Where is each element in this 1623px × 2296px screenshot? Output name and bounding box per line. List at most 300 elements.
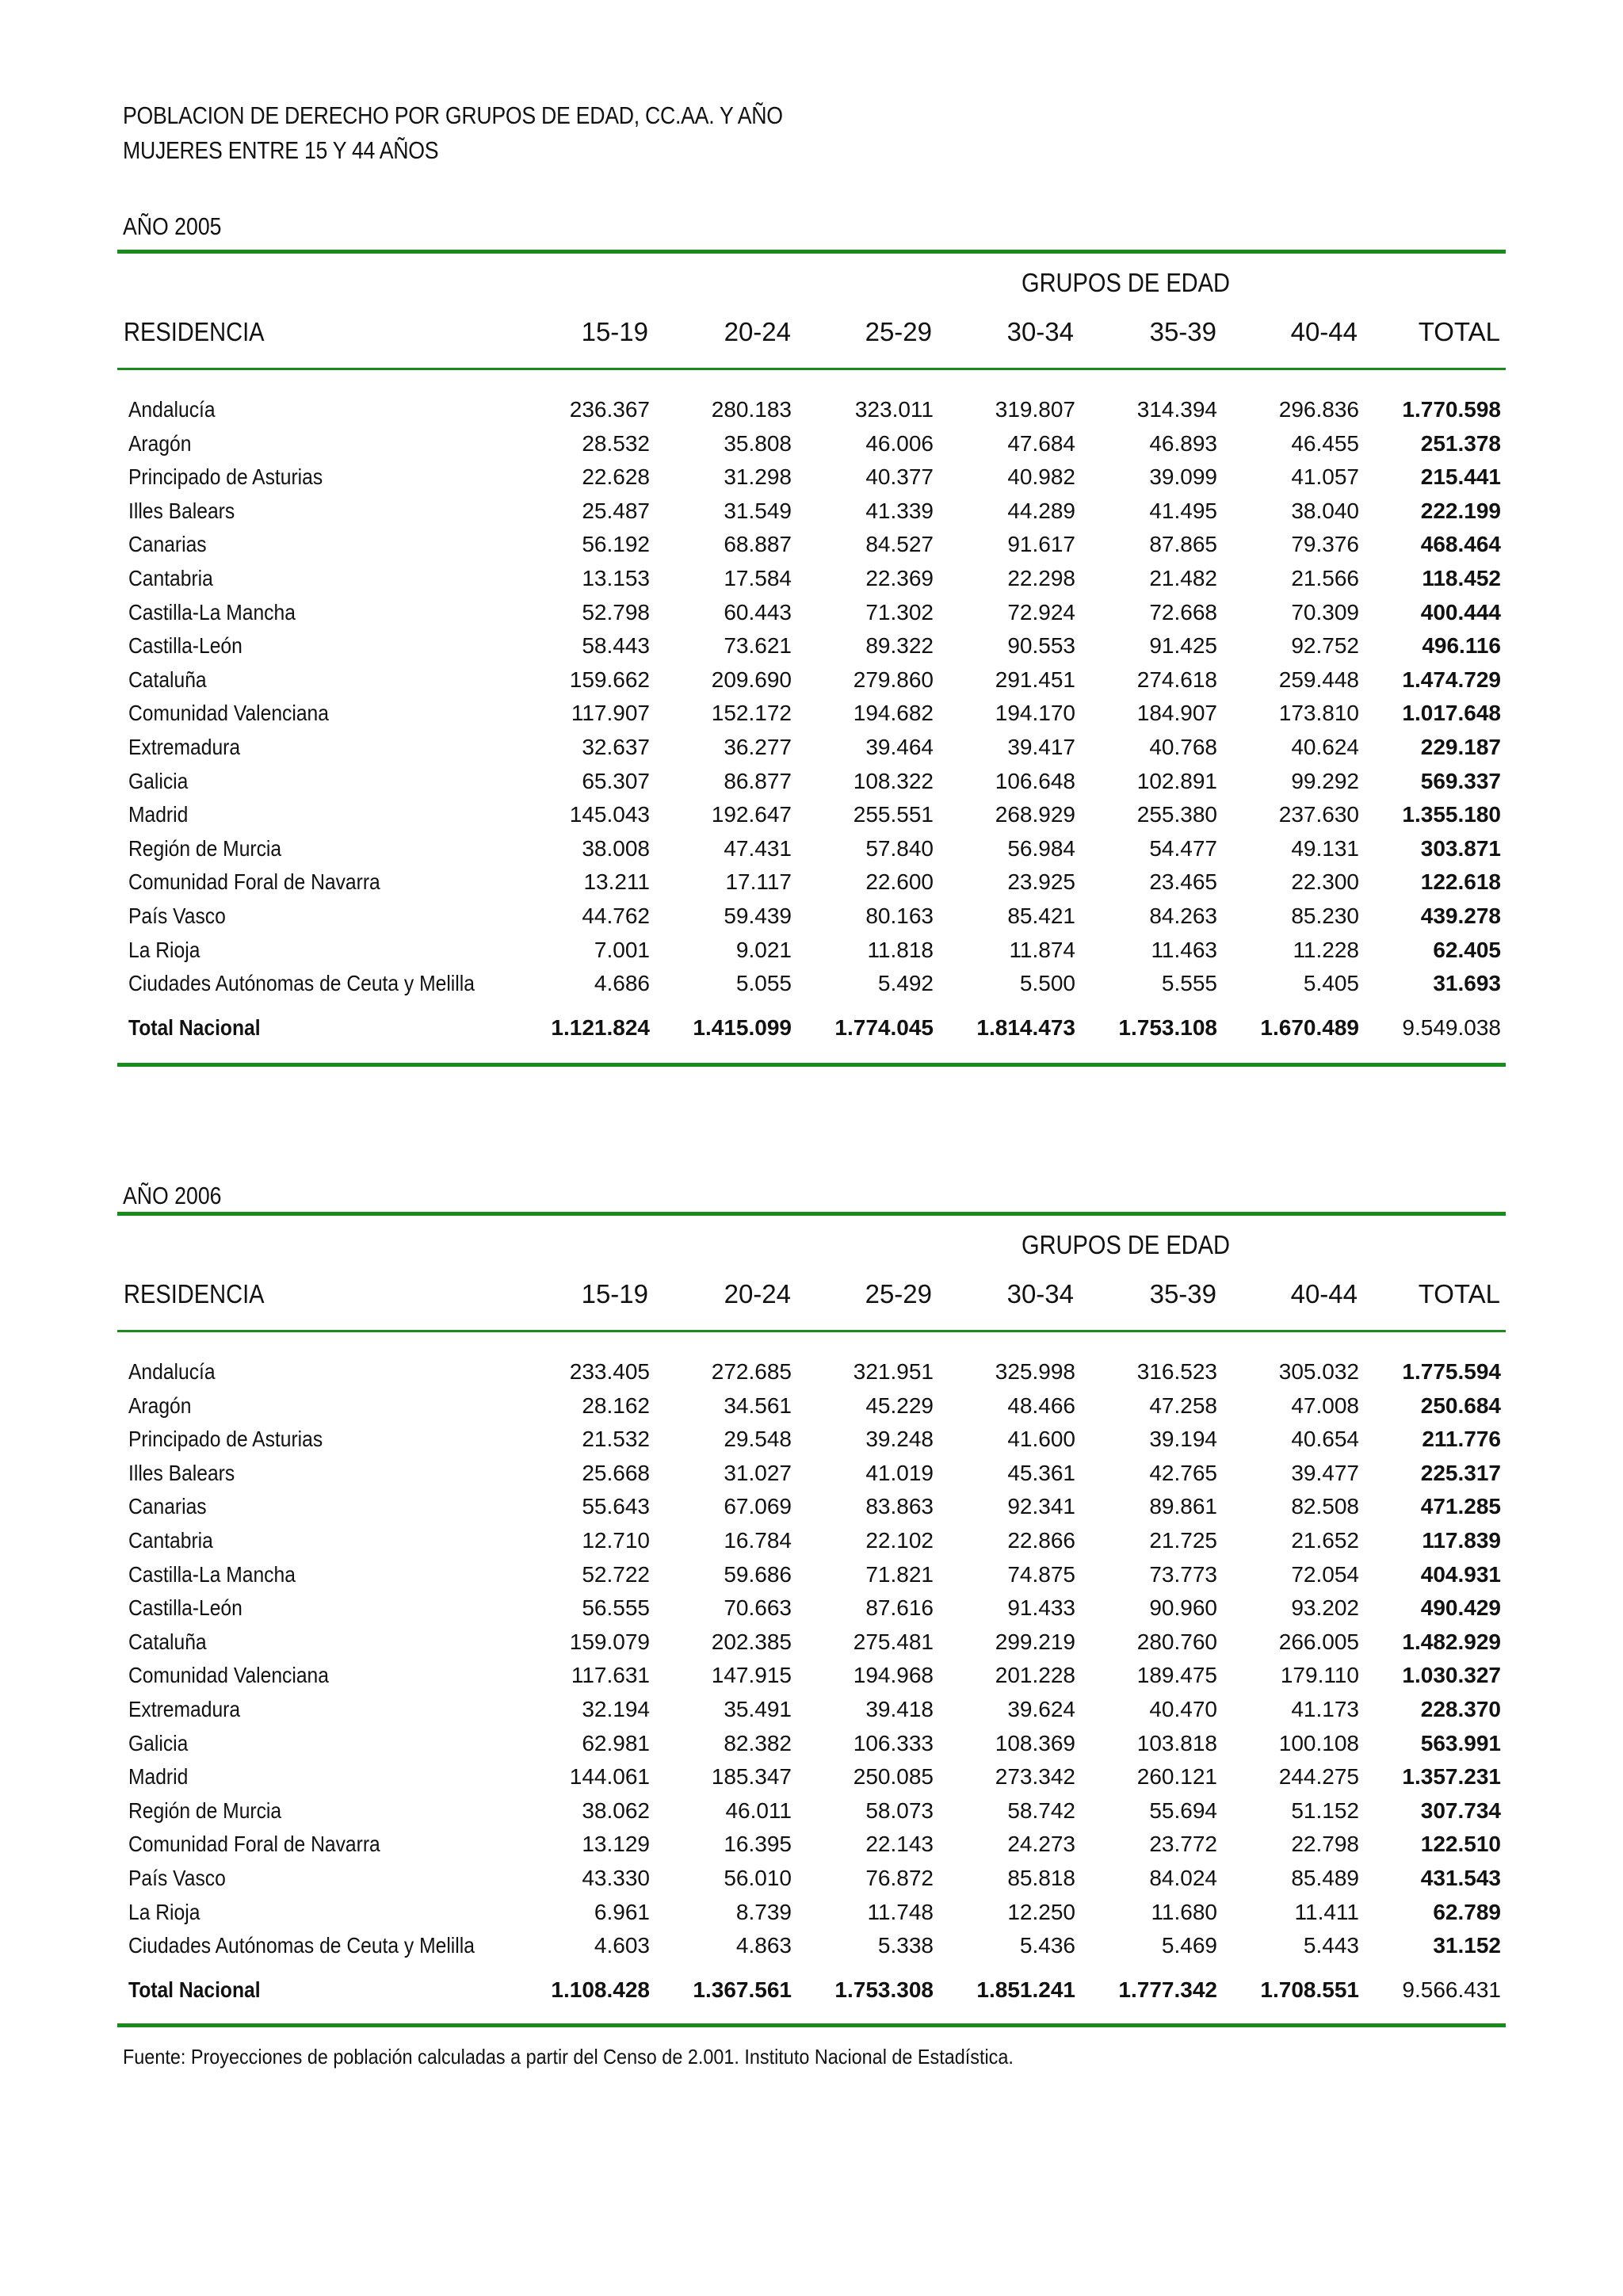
value-cell: 5.469 [1161, 1933, 1217, 1958]
region-name: Aragón [128, 430, 192, 456]
total-row-2005 [117, 1015, 1506, 1050]
total-cell: 1.851.241 [976, 1977, 1075, 2002]
value-cell: 255.380 [1136, 802, 1217, 827]
value-cell: 46.893 [1149, 430, 1217, 456]
table-row [117, 664, 1506, 698]
value-cell: 260.121 [1136, 1764, 1217, 1790]
value-cell: 9.021 [735, 937, 792, 962]
table-row [117, 732, 1506, 766]
value-cell: 6.961 [594, 1899, 650, 1924]
col-header-total: TOTAL [1418, 317, 1500, 346]
value-cell: 84.527 [865, 532, 934, 557]
value-cell: 21.725 [1149, 1527, 1217, 1553]
residence-header: RESIDENCIA [124, 317, 265, 346]
value-cell: 70.309 [1291, 599, 1359, 625]
value-cell: 39.624 [1007, 1696, 1075, 1721]
value-cell: 41.600 [1007, 1427, 1075, 1452]
region-name: Illes Balears [128, 498, 235, 523]
table-row [117, 461, 1506, 495]
value-cell: 44.289 [1007, 498, 1075, 523]
region-name: Cantabria [128, 565, 213, 590]
value-cell: 117.907 [571, 701, 650, 726]
value-cell: 45.361 [1007, 1460, 1075, 1485]
region-name: La Rioja [128, 1899, 200, 1924]
value-cell: 106.648 [995, 768, 1075, 793]
value-cell: 38.040 [1291, 498, 1359, 523]
value-cell: 48.466 [1007, 1392, 1075, 1418]
value-cell: 65.307 [582, 768, 650, 793]
value-cell: 103.818 [1136, 1730, 1217, 1755]
value-cell: 39.418 [865, 1696, 934, 1721]
value-cell: 85.421 [1007, 903, 1075, 928]
value-cell: 46.011 [725, 1797, 792, 1823]
value-cell: 100.108 [1278, 1730, 1359, 1755]
value-cell: 52.722 [582, 1561, 650, 1587]
value-cell: 28.162 [582, 1392, 650, 1418]
value-cell: 89.322 [865, 633, 934, 659]
table-row [117, 394, 1506, 428]
value-cell: 323.011 [854, 397, 934, 422]
value-cell: 80.163 [865, 903, 934, 928]
value-cell: 22.102 [865, 1527, 934, 1553]
region-name: Aragón [128, 1392, 192, 1418]
value-cell: 40.377 [865, 464, 934, 490]
value-cell: 4.603 [594, 1933, 650, 1958]
row-total-cell: 117.839 [1422, 1527, 1501, 1553]
region-name: Canarias [128, 1494, 207, 1519]
row-total-cell: 400.444 [1420, 599, 1501, 625]
region-name: Andalucía [128, 397, 216, 422]
value-cell: 314.394 [1136, 397, 1217, 422]
value-cell: 56.192 [582, 532, 650, 557]
value-cell: 68.887 [724, 532, 792, 557]
row-total-cell: 122.510 [1420, 1832, 1501, 1857]
value-cell: 59.439 [724, 903, 792, 928]
value-cell: 22.143 [865, 1832, 934, 1857]
value-cell: 90.960 [1149, 1595, 1217, 1621]
source-note: Fuente: Proyecciones de población calculadas a partir del Censo de 2.001. Instituto Nacional de Estadística. [123, 2045, 1014, 2069]
value-cell: 51.152 [1291, 1797, 1359, 1823]
value-cell: 56.984 [1007, 835, 1075, 861]
total-label: Total Nacional [128, 1015, 261, 1040]
value-cell: 85.818 [1007, 1865, 1075, 1890]
value-cell: 93.202 [1291, 1595, 1359, 1621]
region-name: Principado de Asturias [128, 464, 323, 490]
value-cell: 22.369 [865, 565, 934, 590]
value-cell: 159.079 [569, 1629, 650, 1654]
value-cell: 29.548 [724, 1427, 792, 1452]
table-row [117, 597, 1506, 631]
table-row [117, 563, 1506, 597]
value-cell: 87.865 [1149, 532, 1217, 557]
table-row [117, 1626, 1506, 1660]
value-cell: 11.874 [1009, 937, 1075, 962]
grand-total-cell: 9.566.431 [1402, 1977, 1501, 2002]
value-cell: 5.555 [1161, 971, 1217, 996]
value-cell: 90.553 [1007, 633, 1075, 659]
value-cell: 21.652 [1291, 1527, 1359, 1553]
value-cell: 25.487 [582, 498, 650, 523]
value-cell: 194.968 [853, 1663, 934, 1688]
value-cell: 39.417 [1007, 734, 1075, 759]
value-cell: 39.248 [865, 1427, 934, 1452]
value-cell: 189.475 [1136, 1663, 1217, 1688]
value-cell: 23.772 [1149, 1832, 1217, 1857]
value-cell: 40.768 [1149, 734, 1217, 759]
value-cell: 13.211 [583, 869, 650, 895]
table-row [117, 1390, 1506, 1424]
value-cell: 47.008 [1291, 1392, 1359, 1418]
value-cell: 4.863 [735, 1933, 792, 1958]
total-cell: 1.670.489 [1260, 1015, 1359, 1040]
value-cell: 92.341 [1007, 1494, 1075, 1519]
total-label: Total Nacional [128, 1977, 261, 2002]
value-cell: 39.099 [1149, 464, 1217, 490]
region-name: Castilla-La Mancha [128, 599, 296, 625]
value-cell: 31.298 [724, 464, 792, 490]
table-row [117, 1660, 1506, 1694]
region-name: País Vasco [128, 1865, 226, 1890]
value-cell: 72.924 [1007, 599, 1075, 625]
value-cell: 21.566 [1291, 565, 1359, 590]
value-cell: 84.263 [1149, 903, 1217, 928]
row-total-cell: 1.474.729 [1402, 667, 1501, 692]
value-cell: 16.784 [724, 1527, 792, 1553]
table-row [117, 428, 1506, 462]
table-row [117, 900, 1506, 934]
region-name: Castilla-León [128, 1595, 242, 1621]
table-row [117, 1897, 1506, 1931]
col-header-25-29: 25-29 [865, 317, 932, 346]
region-name: Cataluña [128, 1629, 207, 1654]
value-cell: 35.491 [724, 1696, 792, 1721]
value-cell: 179.110 [1280, 1663, 1359, 1688]
group-header: GRUPOS DE EDAD [1021, 1230, 1231, 1259]
value-cell: 5.500 [1019, 971, 1075, 996]
value-cell: 5.055 [735, 971, 792, 996]
value-cell: 82.508 [1291, 1494, 1359, 1519]
value-cell: 280.760 [1136, 1629, 1217, 1654]
document-subtitle: MUJERES ENTRE 15 Y 44 AÑOS [123, 136, 439, 164]
value-cell: 106.333 [853, 1730, 934, 1755]
value-cell: 13.153 [582, 565, 650, 590]
table-row [117, 866, 1506, 900]
row-total-cell: 1.482.929 [1402, 1629, 1501, 1654]
value-cell: 259.448 [1278, 667, 1359, 692]
table-row [117, 1559, 1506, 1593]
value-cell: 40.982 [1007, 464, 1075, 490]
row-total-cell: 471.285 [1420, 1494, 1501, 1519]
region-name: Galicia [128, 768, 189, 793]
value-cell: 47.431 [724, 835, 792, 861]
col-header-20-24: 20-24 [724, 317, 791, 346]
total-cell: 1.753.308 [834, 1977, 934, 2002]
row-total-cell: 1.357.231 [1402, 1764, 1501, 1790]
value-cell: 46.006 [865, 430, 934, 456]
value-cell: 5.405 [1303, 971, 1359, 996]
col-header-35-39: 35-39 [1149, 1279, 1216, 1308]
table-row [117, 1795, 1506, 1829]
value-cell: 11.818 [867, 937, 934, 962]
row-total-cell: 496.116 [1422, 633, 1501, 659]
value-cell: 54.477 [1149, 835, 1217, 861]
value-cell: 299.219 [995, 1629, 1075, 1654]
total-cell: 1.814.473 [976, 1015, 1075, 1040]
value-cell: 11.748 [867, 1899, 934, 1924]
region-name: Ciudades Autónomas de Ceuta y Melilla [128, 1933, 475, 1958]
grand-total-cell: 9.549.038 [1402, 1015, 1501, 1040]
row-total-cell: 1.355.180 [1402, 802, 1501, 827]
value-cell: 173.810 [1278, 701, 1359, 726]
value-cell: 144.061 [569, 1764, 650, 1790]
row-total-cell: 439.278 [1420, 903, 1501, 928]
value-cell: 79.376 [1291, 532, 1359, 557]
value-cell: 255.551 [853, 802, 934, 827]
row-total-cell: 62.789 [1433, 1899, 1501, 1924]
value-cell: 194.170 [995, 701, 1075, 726]
value-cell: 41.495 [1149, 498, 1217, 523]
table-row [117, 799, 1506, 833]
value-cell: 31.549 [724, 498, 792, 523]
value-cell: 39.464 [865, 734, 934, 759]
value-cell: 72.054 [1291, 1561, 1359, 1587]
value-cell: 273.342 [995, 1764, 1075, 1790]
region-name: Cataluña [128, 667, 207, 692]
region-name: Cantabria [128, 1527, 213, 1553]
value-cell: 22.300 [1291, 869, 1359, 895]
value-cell: 296.836 [1278, 397, 1359, 422]
value-cell: 73.621 [724, 633, 792, 659]
region-name: Canarias [128, 532, 207, 557]
row-total-cell: 569.337 [1420, 768, 1501, 793]
row-total-cell: 307.734 [1420, 1797, 1501, 1823]
rows-2006 [117, 1356, 1506, 1964]
value-cell: 17.584 [724, 565, 792, 590]
value-cell: 46.455 [1291, 430, 1359, 456]
table-row [117, 1423, 1506, 1457]
table-row [117, 1828, 1506, 1862]
value-cell: 5.492 [877, 971, 934, 996]
value-cell: 22.866 [1007, 1527, 1075, 1553]
value-cell: 23.465 [1149, 869, 1217, 895]
region-name: Región de Murcia [128, 835, 282, 861]
value-cell: 237.630 [1278, 802, 1359, 827]
value-cell: 83.863 [865, 1494, 934, 1519]
value-cell: 47.258 [1149, 1392, 1217, 1418]
table-2006-bottom-rule [117, 2023, 1506, 2027]
total-cell: 1.774.045 [834, 1015, 934, 1040]
value-cell: 91.433 [1007, 1595, 1075, 1621]
value-cell: 87.616 [865, 1595, 934, 1621]
value-cell: 85.489 [1291, 1865, 1359, 1890]
value-cell: 184.907 [1136, 701, 1217, 726]
table-row [117, 1457, 1506, 1492]
rows-2005 [117, 394, 1506, 1002]
region-name: Castilla-La Mancha [128, 1561, 296, 1587]
row-total-cell: 468.464 [1420, 532, 1501, 557]
value-cell: 11.680 [1151, 1899, 1217, 1924]
value-cell: 11.228 [1293, 937, 1359, 962]
value-cell: 22.600 [865, 869, 934, 895]
value-cell: 272.685 [711, 1359, 792, 1384]
row-total-cell: 251.378 [1420, 430, 1501, 456]
row-total-cell: 1.775.594 [1402, 1359, 1501, 1384]
value-cell: 92.752 [1291, 633, 1359, 659]
row-total-cell: 211.776 [1422, 1427, 1501, 1452]
region-name: Comunidad Foral de Navarra [128, 869, 380, 895]
table-2005-top-rule [117, 250, 1506, 254]
value-cell: 147.915 [711, 1663, 792, 1688]
value-cell: 4.686 [594, 971, 650, 996]
value-cell: 117.631 [571, 1663, 650, 1688]
region-name: País Vasco [128, 903, 226, 928]
table-row [117, 697, 1506, 732]
row-total-cell: 228.370 [1420, 1696, 1501, 1721]
row-total-cell: 31.693 [1433, 971, 1501, 996]
value-cell: 185.347 [711, 1764, 792, 1790]
value-cell: 40.654 [1291, 1427, 1359, 1452]
value-cell: 39.477 [1291, 1460, 1359, 1485]
row-total-cell: 229.187 [1420, 734, 1501, 759]
value-cell: 305.032 [1278, 1359, 1359, 1384]
value-cell: 291.451 [995, 667, 1075, 692]
value-cell: 71.821 [865, 1561, 934, 1587]
value-cell: 325.998 [995, 1359, 1075, 1384]
table-row [117, 833, 1506, 867]
value-cell: 24.273 [1007, 1832, 1075, 1857]
value-cell: 70.663 [724, 1595, 792, 1621]
value-cell: 32.194 [582, 1696, 650, 1721]
value-cell: 275.481 [853, 1629, 934, 1654]
value-cell: 58.742 [1007, 1797, 1075, 1823]
value-cell: 76.872 [865, 1865, 934, 1890]
value-cell: 73.773 [1149, 1561, 1217, 1587]
row-total-cell: 122.618 [1420, 869, 1501, 895]
table-row [117, 968, 1506, 1002]
value-cell: 58.443 [582, 633, 650, 659]
value-cell: 58.073 [865, 1797, 934, 1823]
table-2006-top-rule [117, 1212, 1506, 1216]
value-cell: 194.682 [853, 701, 934, 726]
value-cell: 31.027 [724, 1460, 792, 1485]
row-total-cell: 431.543 [1420, 1865, 1501, 1890]
row-total-cell: 1.030.327 [1402, 1663, 1501, 1688]
total-cell: 1.367.561 [693, 1977, 792, 2002]
value-cell: 250.085 [853, 1764, 934, 1790]
value-cell: 201.228 [995, 1663, 1075, 1688]
col-header-30-34: 30-34 [1006, 1279, 1074, 1308]
region-name: Región de Murcia [128, 1797, 282, 1823]
col-header-15-19: 15-19 [581, 317, 648, 346]
value-cell: 192.647 [711, 802, 792, 827]
table-row [117, 1862, 1506, 1897]
value-cell: 72.668 [1149, 599, 1217, 625]
total-cell: 1.708.551 [1260, 1977, 1359, 2002]
value-cell: 152.172 [711, 701, 792, 726]
table-2005-bottom-rule [117, 1063, 1506, 1067]
value-cell: 91.617 [1007, 532, 1075, 557]
value-cell: 82.382 [724, 1730, 792, 1755]
total-cell: 1.108.428 [551, 1977, 650, 2002]
total-cell: 1.777.342 [1118, 1977, 1217, 2002]
value-cell: 52.798 [582, 599, 650, 625]
region-name: Madrid [128, 802, 189, 827]
row-total-cell: 31.152 [1433, 1933, 1501, 1958]
value-cell: 45.229 [865, 1392, 934, 1418]
row-total-cell: 1.770.598 [1402, 397, 1501, 422]
value-cell: 22.298 [1007, 565, 1075, 590]
value-cell: 38.062 [582, 1797, 650, 1823]
value-cell: 268.929 [995, 802, 1075, 827]
year-label-2006: AÑO 2006 [123, 1182, 222, 1209]
value-cell: 38.008 [582, 835, 650, 861]
table-row [117, 1491, 1506, 1525]
table-row [117, 1592, 1506, 1626]
value-cell: 47.684 [1007, 430, 1075, 456]
value-cell: 44.762 [582, 903, 650, 928]
value-cell: 57.840 [865, 835, 934, 861]
value-cell: 266.005 [1278, 1629, 1359, 1654]
region-name: Comunidad Valenciana [128, 701, 329, 726]
value-cell: 59.686 [724, 1561, 792, 1587]
value-cell: 321.951 [853, 1359, 934, 1384]
value-cell: 67.069 [724, 1494, 792, 1519]
value-cell: 41.339 [865, 498, 934, 523]
value-cell: 84.024 [1149, 1865, 1217, 1890]
value-cell: 28.532 [582, 430, 650, 456]
value-cell: 49.131 [1291, 835, 1359, 861]
value-cell: 91.425 [1149, 633, 1217, 659]
value-cell: 279.860 [853, 667, 934, 692]
value-cell: 86.877 [724, 768, 792, 793]
value-cell: 34.561 [724, 1392, 792, 1418]
value-cell: 32.637 [582, 734, 650, 759]
total-cell: 1.121.824 [551, 1015, 650, 1040]
value-cell: 56.555 [582, 1595, 650, 1621]
region-name: Comunidad Foral de Navarra [128, 1832, 380, 1857]
region-name: Extremadura [128, 1696, 241, 1721]
value-cell: 280.183 [711, 397, 792, 422]
header-rule [117, 1330, 1506, 1332]
row-total-cell: 118.452 [1422, 565, 1501, 590]
value-cell: 62.981 [582, 1730, 650, 1755]
row-total-cell: 222.199 [1420, 498, 1501, 523]
value-cell: 5.443 [1303, 1933, 1359, 1958]
row-total-cell: 303.871 [1420, 835, 1501, 861]
table-row [117, 1694, 1506, 1728]
total-cell: 1.415.099 [693, 1015, 792, 1040]
value-cell: 202.385 [711, 1629, 792, 1654]
value-cell: 35.808 [724, 430, 792, 456]
value-cell: 108.322 [853, 768, 934, 793]
value-cell: 21.482 [1149, 565, 1217, 590]
value-cell: 8.739 [735, 1899, 792, 1924]
region-name: Castilla-León [128, 633, 242, 659]
value-cell: 319.807 [995, 397, 1075, 422]
value-cell: 236.367 [569, 397, 650, 422]
column-header-row [117, 317, 1506, 349]
table-row [117, 630, 1506, 664]
value-cell: 159.662 [569, 667, 650, 692]
group-header: GRUPOS DE EDAD [1021, 268, 1231, 297]
col-header-40-44: 40-44 [1290, 1279, 1358, 1308]
row-total-cell: 404.931 [1420, 1561, 1501, 1587]
table-row [117, 1761, 1506, 1795]
value-cell: 43.330 [582, 1865, 650, 1890]
value-cell: 13.129 [582, 1832, 650, 1857]
value-cell: 40.470 [1149, 1696, 1217, 1721]
value-cell: 36.277 [724, 734, 792, 759]
